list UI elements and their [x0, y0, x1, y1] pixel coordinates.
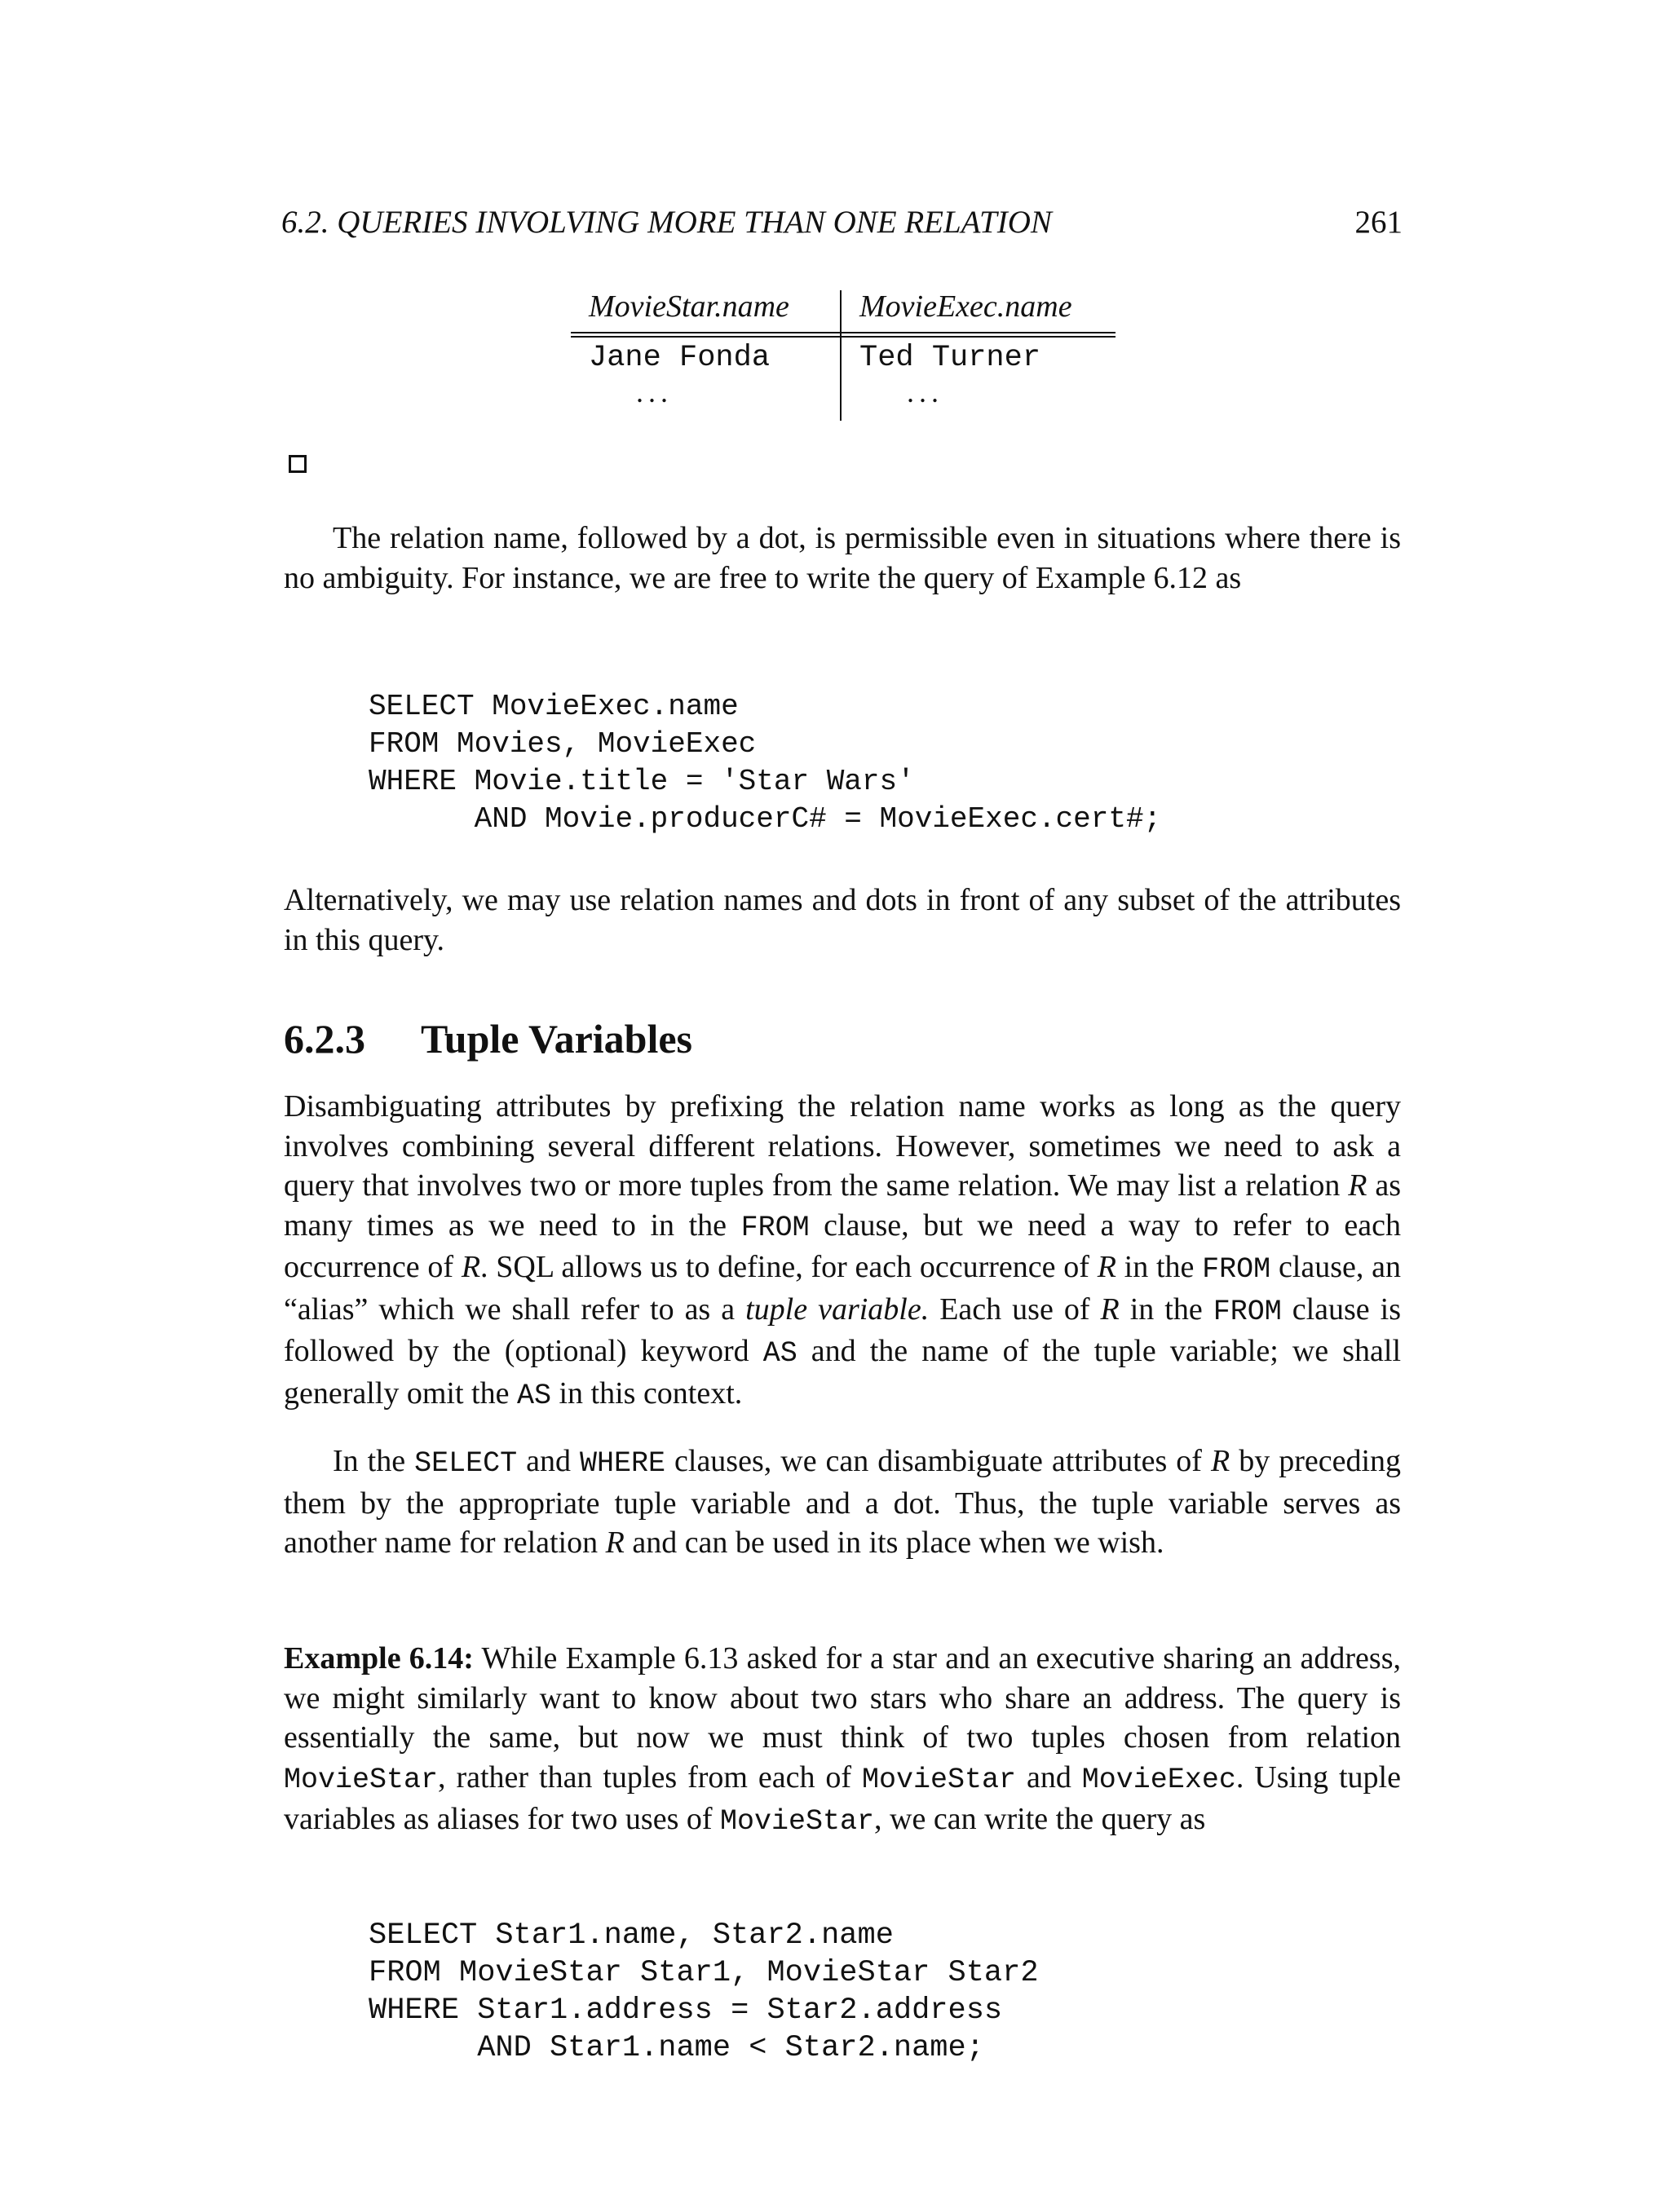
example-paragraph [284, 1639, 1401, 1842]
column-header: MovieStar.name [589, 289, 789, 324]
paragraph [284, 881, 1401, 960]
relation-name: MovieStar [720, 1805, 875, 1838]
code-line: WHERE Movie.title = 'Star Wars' [369, 765, 915, 798]
math-variable: R [1100, 1291, 1120, 1327]
end-of-example-box [289, 455, 307, 473]
code-block [369, 688, 1161, 838]
text-run: clause, but we need a way to refer to each occurrence of [284, 1208, 1401, 1284]
sql-keyword: FROM [1213, 1295, 1282, 1328]
section-heading [284, 1015, 692, 1062]
paragraph [284, 519, 1401, 598]
text-run: clauses, we can disambiguate attributes of [665, 1444, 1211, 1478]
running-head [281, 204, 1403, 253]
sql-keyword: AS [762, 1337, 797, 1370]
code-line: AND Movie.producerC# = MovieExec.cert#; [369, 802, 1162, 836]
paragraph-text: The relation name, followed by a dot, is permissible even in situations where there is no ambiguity. For instance, we are free to write the query of Example 6.12 as [284, 521, 1401, 595]
sql-keyword: FROM [740, 1211, 810, 1244]
relation-name: MovieExec [1081, 1763, 1236, 1796]
table-column [840, 285, 1116, 328]
text-run: clause, an “alias” which we shall refer to as a [284, 1250, 1402, 1327]
math-variable: R [1348, 1168, 1367, 1203]
code-block [369, 1917, 1039, 2067]
table-cell: ... [907, 376, 943, 408]
text-run: Disambiguating attributes by prefixing the relation name works as long as the query involves combining several different relations. However, sometimes we need to ask a query that involves two or more tuples from the same relation. We may list a relation [284, 1089, 1401, 1203]
paragraph [284, 1442, 1401, 1563]
text-run: in this context. [550, 1375, 743, 1411]
text-run: and the name of the tuple variable; we shall generally omit the [284, 1334, 1401, 1411]
code-line: SELECT MovieExec.name [369, 690, 739, 723]
text-run: and [1016, 1759, 1082, 1795]
code-line: SELECT Star1.name, Star2.name [369, 1918, 894, 1953]
table-column [571, 285, 840, 328]
text-run: by preceding them by the appropriate tuple variable and a dot. Thus, the tuple variable serves as another name for relation [284, 1444, 1401, 1560]
text-run: in the [1119, 1291, 1213, 1327]
emphasized-term: tuple variable. [745, 1291, 930, 1327]
code-line: AND Star1.name < Star2.name; [369, 2031, 984, 2065]
sql-keyword: SELECT [414, 1447, 518, 1480]
paragraph [284, 1087, 1401, 1415]
text-run: clause is followed by the (optional) keyword [284, 1291, 1401, 1368]
table-cell: ... [636, 376, 673, 408]
text-run: . Using tuple variables as aliases for two uses of [284, 1759, 1401, 1836]
table-cell: Jane Fonda [589, 341, 771, 375]
math-variable: R [1097, 1250, 1116, 1284]
result-table [571, 285, 1116, 424]
text-run: , we can write the query as [874, 1802, 1206, 1836]
text-run: , rather than tuples from each of [438, 1759, 863, 1795]
text-run: in the [1116, 1250, 1203, 1284]
sql-keyword: WHERE [579, 1447, 666, 1480]
text-run: In the [333, 1444, 415, 1478]
math-variable: R [1210, 1444, 1230, 1478]
math-variable: R [461, 1250, 481, 1284]
code-line: FROM Movies, MovieExec [369, 727, 757, 761]
column-header: MovieExec.name [859, 289, 1072, 324]
running-title: 6.2. QUERIES INVOLVING MORE THAN ONE RELATION [281, 205, 1052, 240]
sql-keyword: AS [516, 1379, 551, 1412]
section-number: 6.2.3 [284, 1016, 365, 1062]
page-number: 261 [1354, 205, 1403, 240]
code-line: WHERE Star1.address = Star2.address [369, 1993, 1003, 2028]
table-cell: Ted Turner [859, 341, 1041, 375]
example-label: Example 6.14: [284, 1641, 474, 1676]
section-title: Tuple Variables [421, 1016, 693, 1062]
text-run: as many times as we need to in the [284, 1168, 1401, 1243]
text-run: and can be used in its place when we wish. [624, 1525, 1164, 1560]
code-line: FROM MovieStar Star1, MovieStar Star2 [369, 1956, 1039, 1990]
sql-keyword: FROM [1202, 1253, 1271, 1286]
relation-name: MovieStar [284, 1763, 439, 1796]
relation-name: MovieStar [862, 1763, 1017, 1796]
text-run: While Example 6.13 asked for a star and an executive sharing an address, we might similarly want to know about two stars who share an address. The query is essentially the same, but now we must think of two tuples chosen from relation [284, 1641, 1401, 1755]
text-run: and [517, 1444, 580, 1478]
text-run: . SQL allows us to define, for each occurrence of [480, 1250, 1098, 1284]
math-variable: R [605, 1525, 625, 1560]
column-separator [840, 290, 842, 421]
paragraph-text: Alternatively, we may use relation names and dots in front of any subset of the attributes in this query. [284, 883, 1401, 957]
text-run: Each use of [929, 1291, 1101, 1327]
